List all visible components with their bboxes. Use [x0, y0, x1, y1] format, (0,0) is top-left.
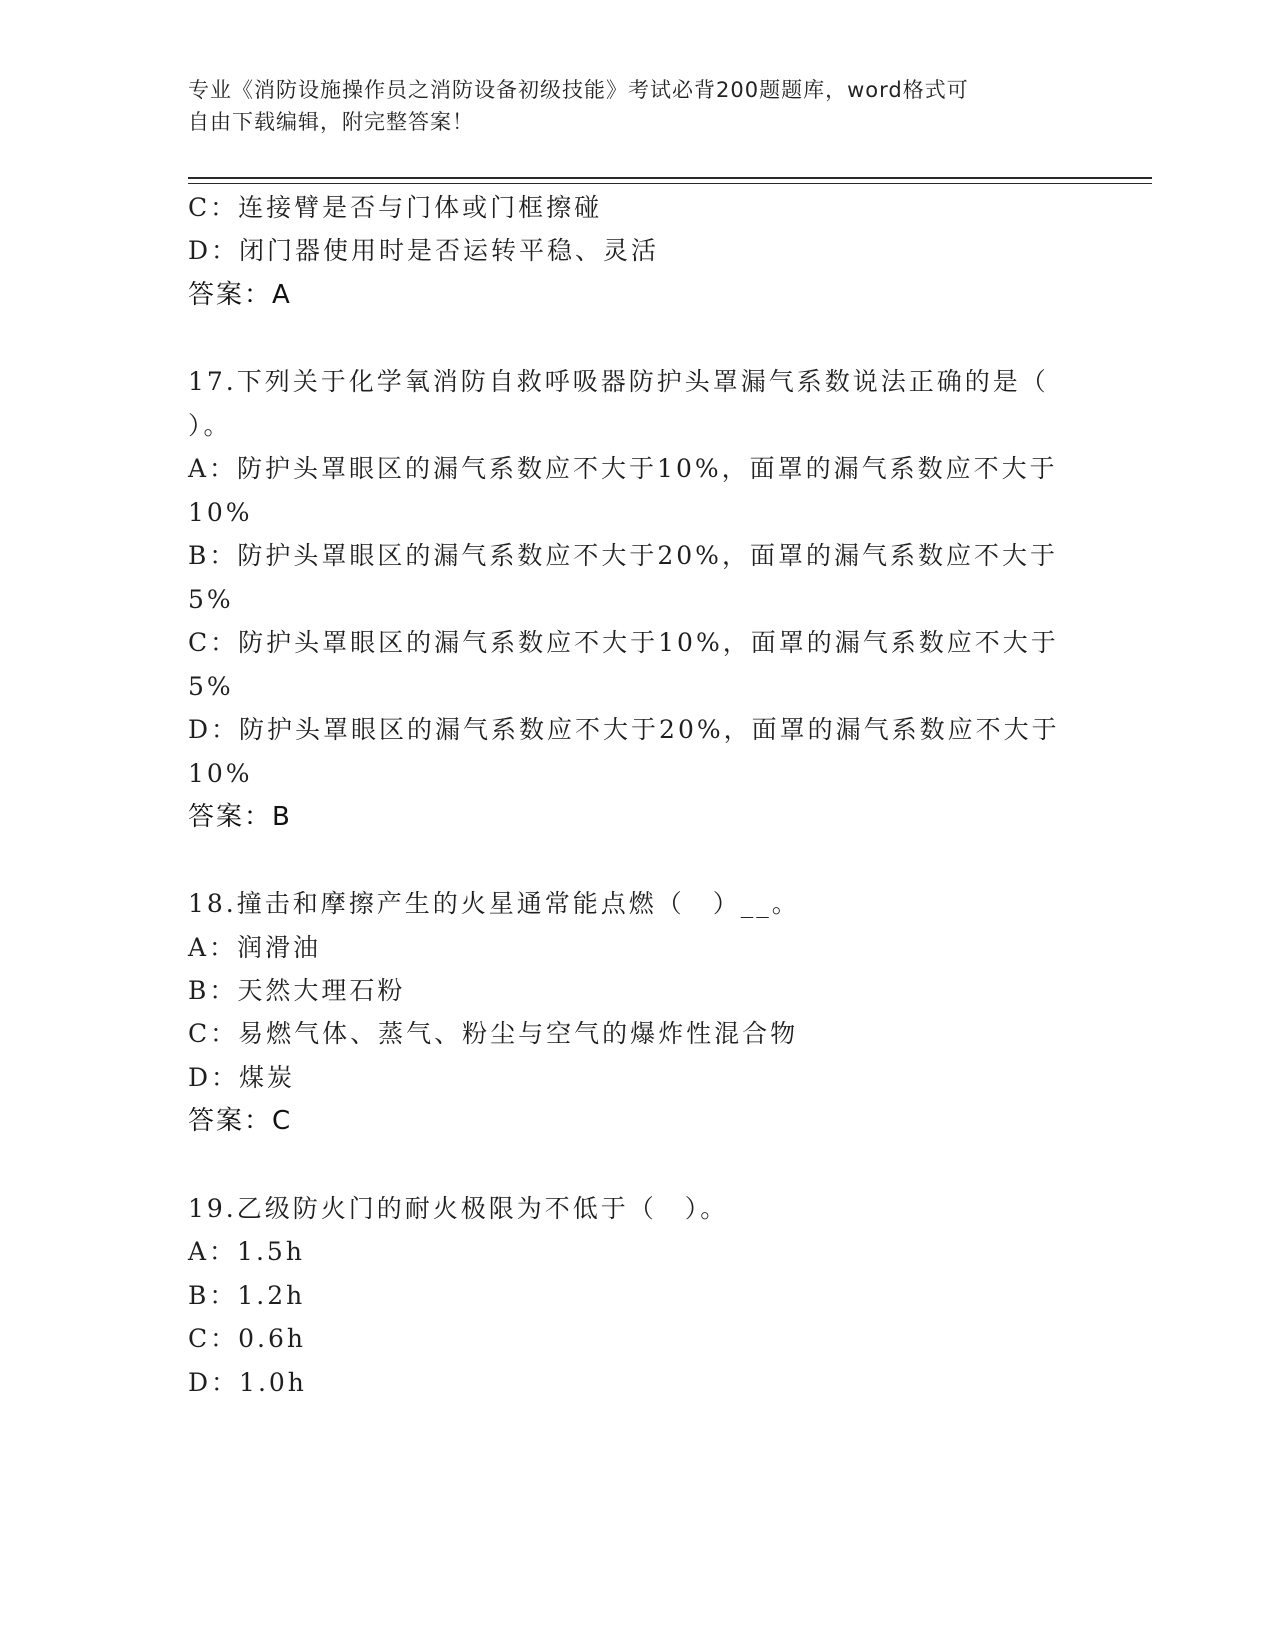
q19-option-c: C：0.6h: [188, 1324, 306, 1353]
q17-option-c-line-2: 5%: [188, 672, 234, 701]
header-title-line-1: 专业《消防设施操作员之消防设备初级技能》考试必背200题题库，word格式可: [188, 78, 969, 102]
header-title-line-2: 自由下载编辑，附完整答案！: [188, 110, 474, 134]
q18-stem: 18.撞击和摩擦产生的火星通常能点燃（ ）__。: [188, 889, 800, 918]
q17-answer: 答案：B: [188, 802, 292, 832]
q17-option-b-line-1: B：防护头罩眼区的漏气系数应不大于20%，面罩的漏气系数应不大于: [188, 541, 1058, 570]
q18-option-c: C：易燃气体、蒸气、粉尘与空气的爆炸性混合物: [188, 1019, 799, 1048]
header-divider-thin: [188, 183, 1152, 184]
q17-option-a-line-1: A：防护头罩眼区的漏气系数应不大于10%，面罩的漏气系数应不大于: [188, 454, 1058, 483]
q19-option-d: D：1.0h: [188, 1368, 307, 1397]
q19-option-b: B：1.2h: [188, 1281, 306, 1310]
prev-question-option-c: C：连接臂是否与门体或门框擦碰: [188, 193, 603, 222]
q17-option-d-line-2: 10%: [188, 759, 253, 788]
prev-question-answer: 答案：A: [188, 280, 292, 310]
q18-option-a: A：润滑油: [188, 933, 322, 962]
document-header: [188, 74, 1068, 138]
q19-stem: 19.乙级防火门的耐火极限为不低于（ ）。: [188, 1194, 729, 1223]
q17-option-d-line-1: D：防护头罩眼区的漏气系数应不大于20%，面罩的漏气系数应不大于: [188, 715, 1060, 744]
q17-stem-line-2: ）。: [188, 411, 232, 440]
q18-answer: 答案：C: [188, 1106, 293, 1136]
q17-stem-line-1: 17.下列关于化学氧消防自救呼吸器防护头罩漏气系数说法正确的是（: [188, 367, 1049, 396]
prev-question-option-d: D：闭门器使用时是否运转平稳、灵活: [188, 236, 660, 265]
q17-option-a-line-2: 10%: [188, 498, 253, 527]
q18-option-b: B：天然大理石粉: [188, 976, 406, 1005]
q19-option-a: A：1.5h: [188, 1237, 305, 1266]
q17-option-c-line-1: C：防护头罩眼区的漏气系数应不大于10%，面罩的漏气系数应不大于: [188, 628, 1059, 657]
header-divider-thick: [188, 177, 1152, 179]
q17-option-b-line-2: 5%: [188, 585, 234, 614]
q18-option-d: D：煤炭: [188, 1063, 296, 1092]
